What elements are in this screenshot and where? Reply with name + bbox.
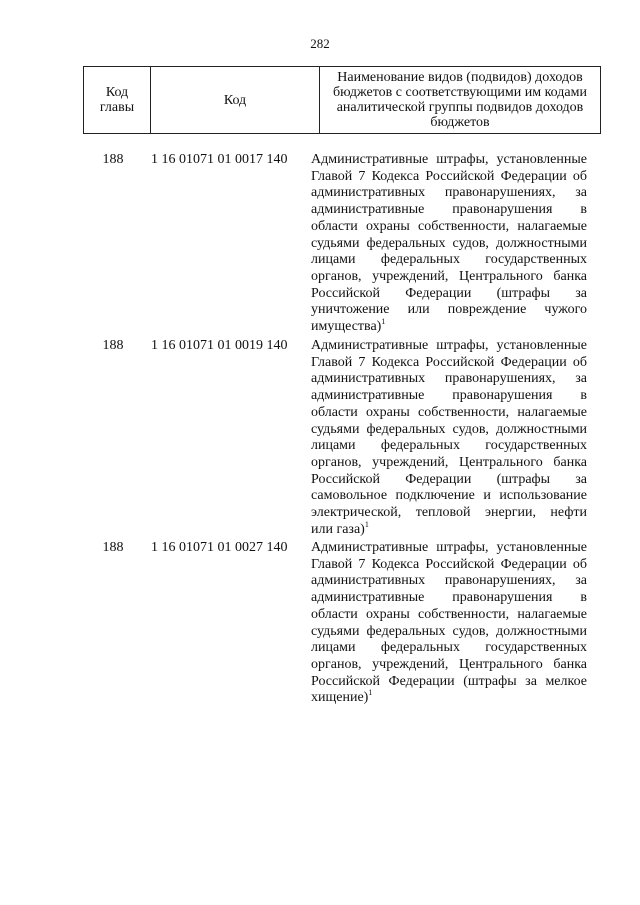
- text-line: органов, учреждений, Центрального банка: [311, 454, 587, 470]
- text-line: Административные штрафы, установленные: [311, 152, 587, 167]
- text-line: лицами федеральных государственных: [311, 438, 587, 454]
- text-line: области охраны собственности, налагаемые: [311, 404, 587, 420]
- text-line: Главой 7 Кодекса Российской Федерации об: [311, 556, 587, 572]
- income-name-cell: [311, 338, 587, 538]
- text-line: имущества): [311, 319, 382, 335]
- text-line: лицами федеральных государственных: [311, 640, 587, 656]
- footnote-mark: 1: [368, 688, 373, 698]
- chapter-code-cell: 188: [102, 338, 124, 353]
- text-line: административные правонарушения в: [311, 388, 587, 404]
- text-line: хищение): [311, 690, 369, 706]
- income-name-cell: [311, 152, 587, 336]
- chapter-code-cell: 188: [102, 152, 124, 167]
- text-line: административные правонарушения в: [311, 202, 587, 218]
- text-line: административных правонарушениях, за: [311, 371, 587, 387]
- text-line: уничтожение или повреждение чужого: [311, 302, 587, 318]
- text-line: судьями федеральных судов, должностными: [311, 623, 587, 639]
- text-line-last: [311, 319, 587, 336]
- text-line: Российской Федерации (штрафы за мелкое: [311, 673, 587, 689]
- page-number: 282: [310, 36, 330, 51]
- text-line: Главой 7 Кодекса Российской Федерации об: [311, 168, 587, 184]
- table-header: [83, 66, 601, 134]
- text-line: Административные штрафы, установленные: [311, 540, 587, 555]
- text-line: административных правонарушениях, за: [311, 185, 587, 201]
- text-line: административные правонарушения в: [311, 590, 587, 606]
- table-row: [83, 338, 601, 540]
- text-line: или газа): [311, 521, 365, 537]
- table-row: [83, 152, 601, 338]
- header-name: Наименование видов (подвидов) доходов бюджетов с соответствующими им кодами аналитической группы подвидов доходов бюджетов: [320, 67, 601, 134]
- text-line: Российской Федерации (штрафы за: [311, 285, 587, 301]
- text-line: органов, учреждений, Центрального банка: [311, 656, 587, 672]
- income-code-cell: 1 16 01071 01 0019 140: [151, 338, 288, 353]
- text-line: органов, учреждений, Центрального банка: [311, 268, 587, 284]
- text-line: судьями федеральных судов, должностными: [311, 235, 587, 251]
- text-line: области охраны собственности, налагаемые: [311, 606, 587, 622]
- income-code-cell: 1 16 01071 01 0027 140: [151, 540, 288, 555]
- text-line: электрической, тепловой энергии, нефти: [311, 505, 587, 521]
- text-line: лицами федеральных государственных: [311, 252, 587, 268]
- table-row: [83, 540, 601, 707]
- text-line-last: [311, 690, 587, 707]
- header-chapter-code: Код главы: [84, 67, 151, 134]
- chapter-code-cell: 188: [102, 540, 124, 555]
- header-code: Код: [151, 67, 320, 134]
- text-line: судьями федеральных судов, должностными: [311, 421, 587, 437]
- footnote-mark: 1: [381, 317, 386, 327]
- footnote-mark: 1: [364, 519, 369, 529]
- income-code-cell: 1 16 01071 01 0017 140: [151, 152, 288, 167]
- text-line: Главой 7 Кодекса Российской Федерации об: [311, 354, 587, 370]
- income-name-cell: [311, 540, 587, 707]
- text-line: Административные штрафы, установленные: [311, 338, 587, 353]
- text-line: административных правонарушениях, за: [311, 573, 587, 589]
- text-line: Российской Федерации (штрафы за: [311, 471, 587, 487]
- text-line: самовольное подключение и использование: [311, 488, 587, 504]
- text-line-last: [311, 519, 587, 539]
- table-body: [83, 152, 601, 707]
- text-line: области охраны собственности, налагаемые: [311, 218, 587, 234]
